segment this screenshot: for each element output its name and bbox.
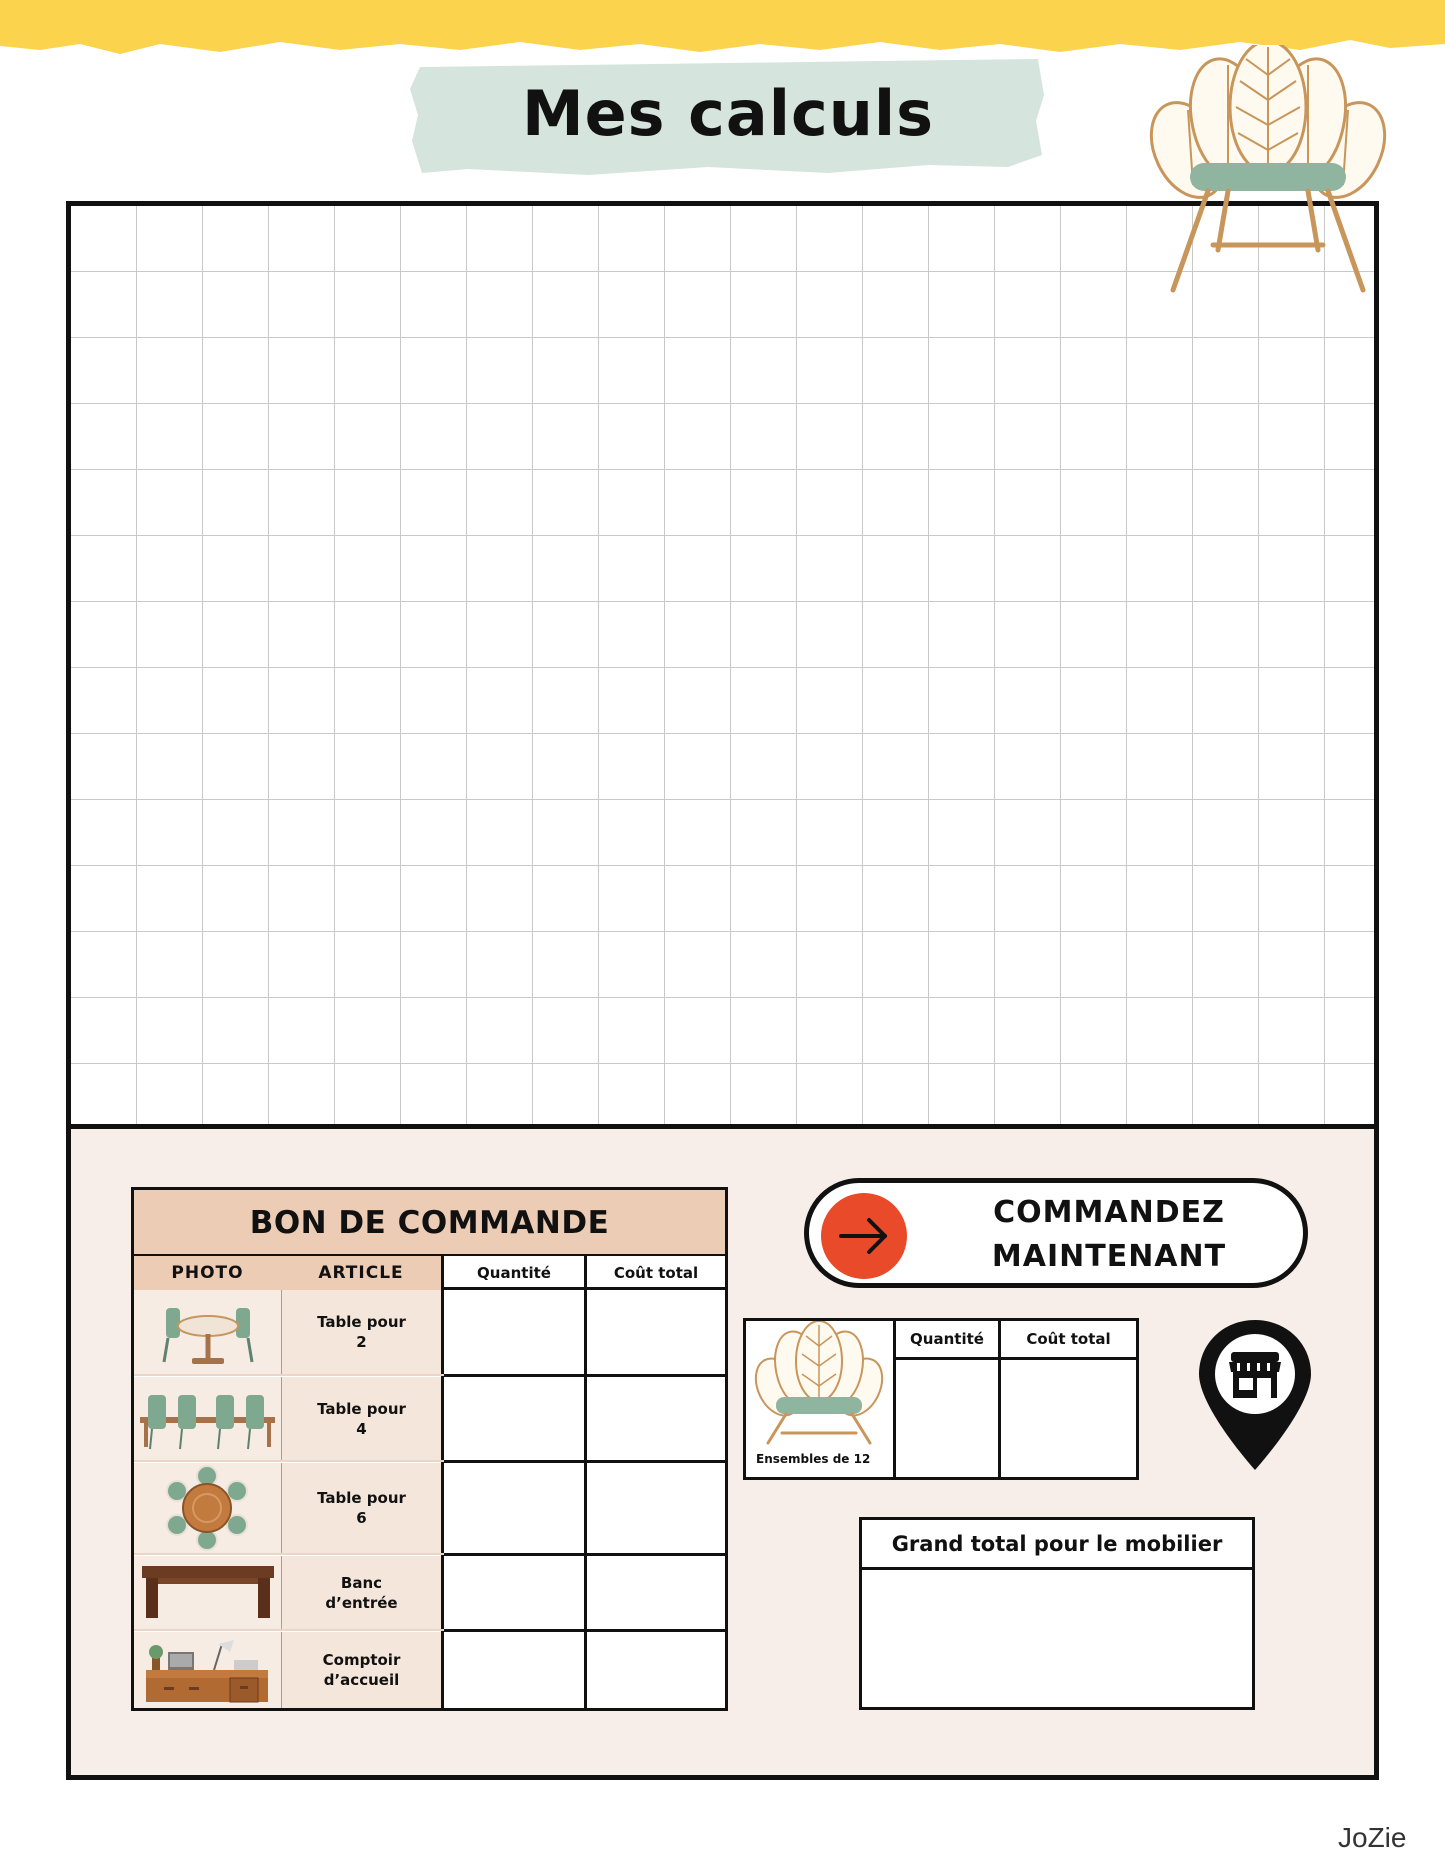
item-article <box>281 1463 441 1553</box>
order-now-button[interactable] <box>804 1178 1308 1288</box>
grand-total-label: Grand total pour le mobilier <box>862 1520 1252 1570</box>
quantity-cell[interactable] <box>444 1377 584 1460</box>
header-photo: PHOTO <box>134 1256 281 1290</box>
order-row-entry-bench <box>134 1556 725 1629</box>
chair-quantity-cell[interactable] <box>896 1360 998 1477</box>
entry-bench-icon <box>134 1556 281 1629</box>
title-banner <box>408 55 1048 180</box>
quantity-cell[interactable] <box>444 1290 584 1374</box>
order-form-title: BON DE COMMANDE <box>134 1190 725 1256</box>
peacock-chair-icon <box>1148 45 1388 295</box>
order-row-reception-desk <box>134 1632 725 1708</box>
quantity-cell[interactable] <box>444 1556 584 1629</box>
table-divider <box>444 1374 725 1377</box>
chair-set-caption: Ensembles de 12 <box>756 1452 871 1466</box>
store-location-pin-icon <box>1193 1316 1317 1476</box>
item-name: Table pour 4 <box>317 1399 406 1438</box>
chair-header-quantity: Quantité <box>910 1330 984 1348</box>
total-cost-cell[interactable] <box>587 1463 725 1553</box>
table-divider <box>441 1256 444 1708</box>
arrow-right-icon <box>821 1193 907 1279</box>
table-divider <box>134 1629 444 1631</box>
item-photo <box>134 1290 281 1374</box>
order-row-table-for-4 <box>134 1377 725 1460</box>
table-divider <box>444 1553 725 1556</box>
calculation-grid[interactable] <box>71 206 1374 1124</box>
item-name: Comptoir d’accueil <box>322 1651 401 1689</box>
order-row-table-for-2 <box>134 1290 725 1374</box>
table-divider <box>444 1460 725 1463</box>
table-for-4-icon <box>134 1377 281 1460</box>
item-name: Table pour 2 <box>317 1313 406 1351</box>
item-photo <box>134 1463 281 1553</box>
chair-sets-table <box>743 1318 1139 1480</box>
item-photo <box>134 1632 281 1708</box>
order-form-header-row <box>134 1256 725 1290</box>
header-total-cost: Coût total <box>587 1256 725 1290</box>
table-divider <box>444 1629 725 1632</box>
page-title: Mes calculs <box>521 77 935 150</box>
item-photo <box>134 1556 281 1629</box>
grand-total-value[interactable] <box>862 1573 1252 1707</box>
reception-desk-icon <box>134 1632 281 1708</box>
total-cost-cell[interactable] <box>587 1377 725 1460</box>
total-cost-cell[interactable] <box>587 1632 725 1708</box>
table-divider <box>134 1374 444 1376</box>
order-button-circle <box>821 1193 907 1279</box>
brand-signature: JoZie <box>1338 1822 1407 1853</box>
chair-total-cost-cell[interactable] <box>1001 1360 1136 1477</box>
quantity-cell[interactable] <box>444 1632 584 1708</box>
table-for-6-icon <box>134 1463 281 1553</box>
item-article <box>281 1556 441 1629</box>
order-button-line-2: MAINTENANT <box>991 1239 1227 1274</box>
order-button-label <box>919 1191 1299 1279</box>
table-divider <box>134 1553 444 1555</box>
item-article <box>281 1632 441 1708</box>
table-divider <box>584 1256 587 1708</box>
order-row-table-for-6 <box>134 1463 725 1553</box>
item-name: Banc d’entrée <box>325 1573 398 1612</box>
item-article <box>281 1377 441 1460</box>
quantity-cell[interactable] <box>444 1463 584 1553</box>
order-button-line-1: COMMANDEZ <box>993 1195 1225 1230</box>
total-cost-cell[interactable] <box>587 1556 725 1629</box>
total-cost-cell[interactable] <box>587 1290 725 1374</box>
item-name: Table pour 6 <box>317 1489 406 1527</box>
item-photo <box>134 1377 281 1460</box>
header-article: ARTICLE <box>281 1256 441 1290</box>
item-article <box>281 1290 441 1374</box>
shop-icon <box>1229 1352 1281 1398</box>
table-divider <box>134 1460 444 1462</box>
order-form <box>131 1187 728 1711</box>
table-for-2-icon <box>134 1290 281 1374</box>
chair-header-total-cost: Coût total <box>1026 1330 1111 1348</box>
grand-total-box <box>859 1517 1255 1710</box>
header-quantity: Quantité <box>444 1256 584 1290</box>
